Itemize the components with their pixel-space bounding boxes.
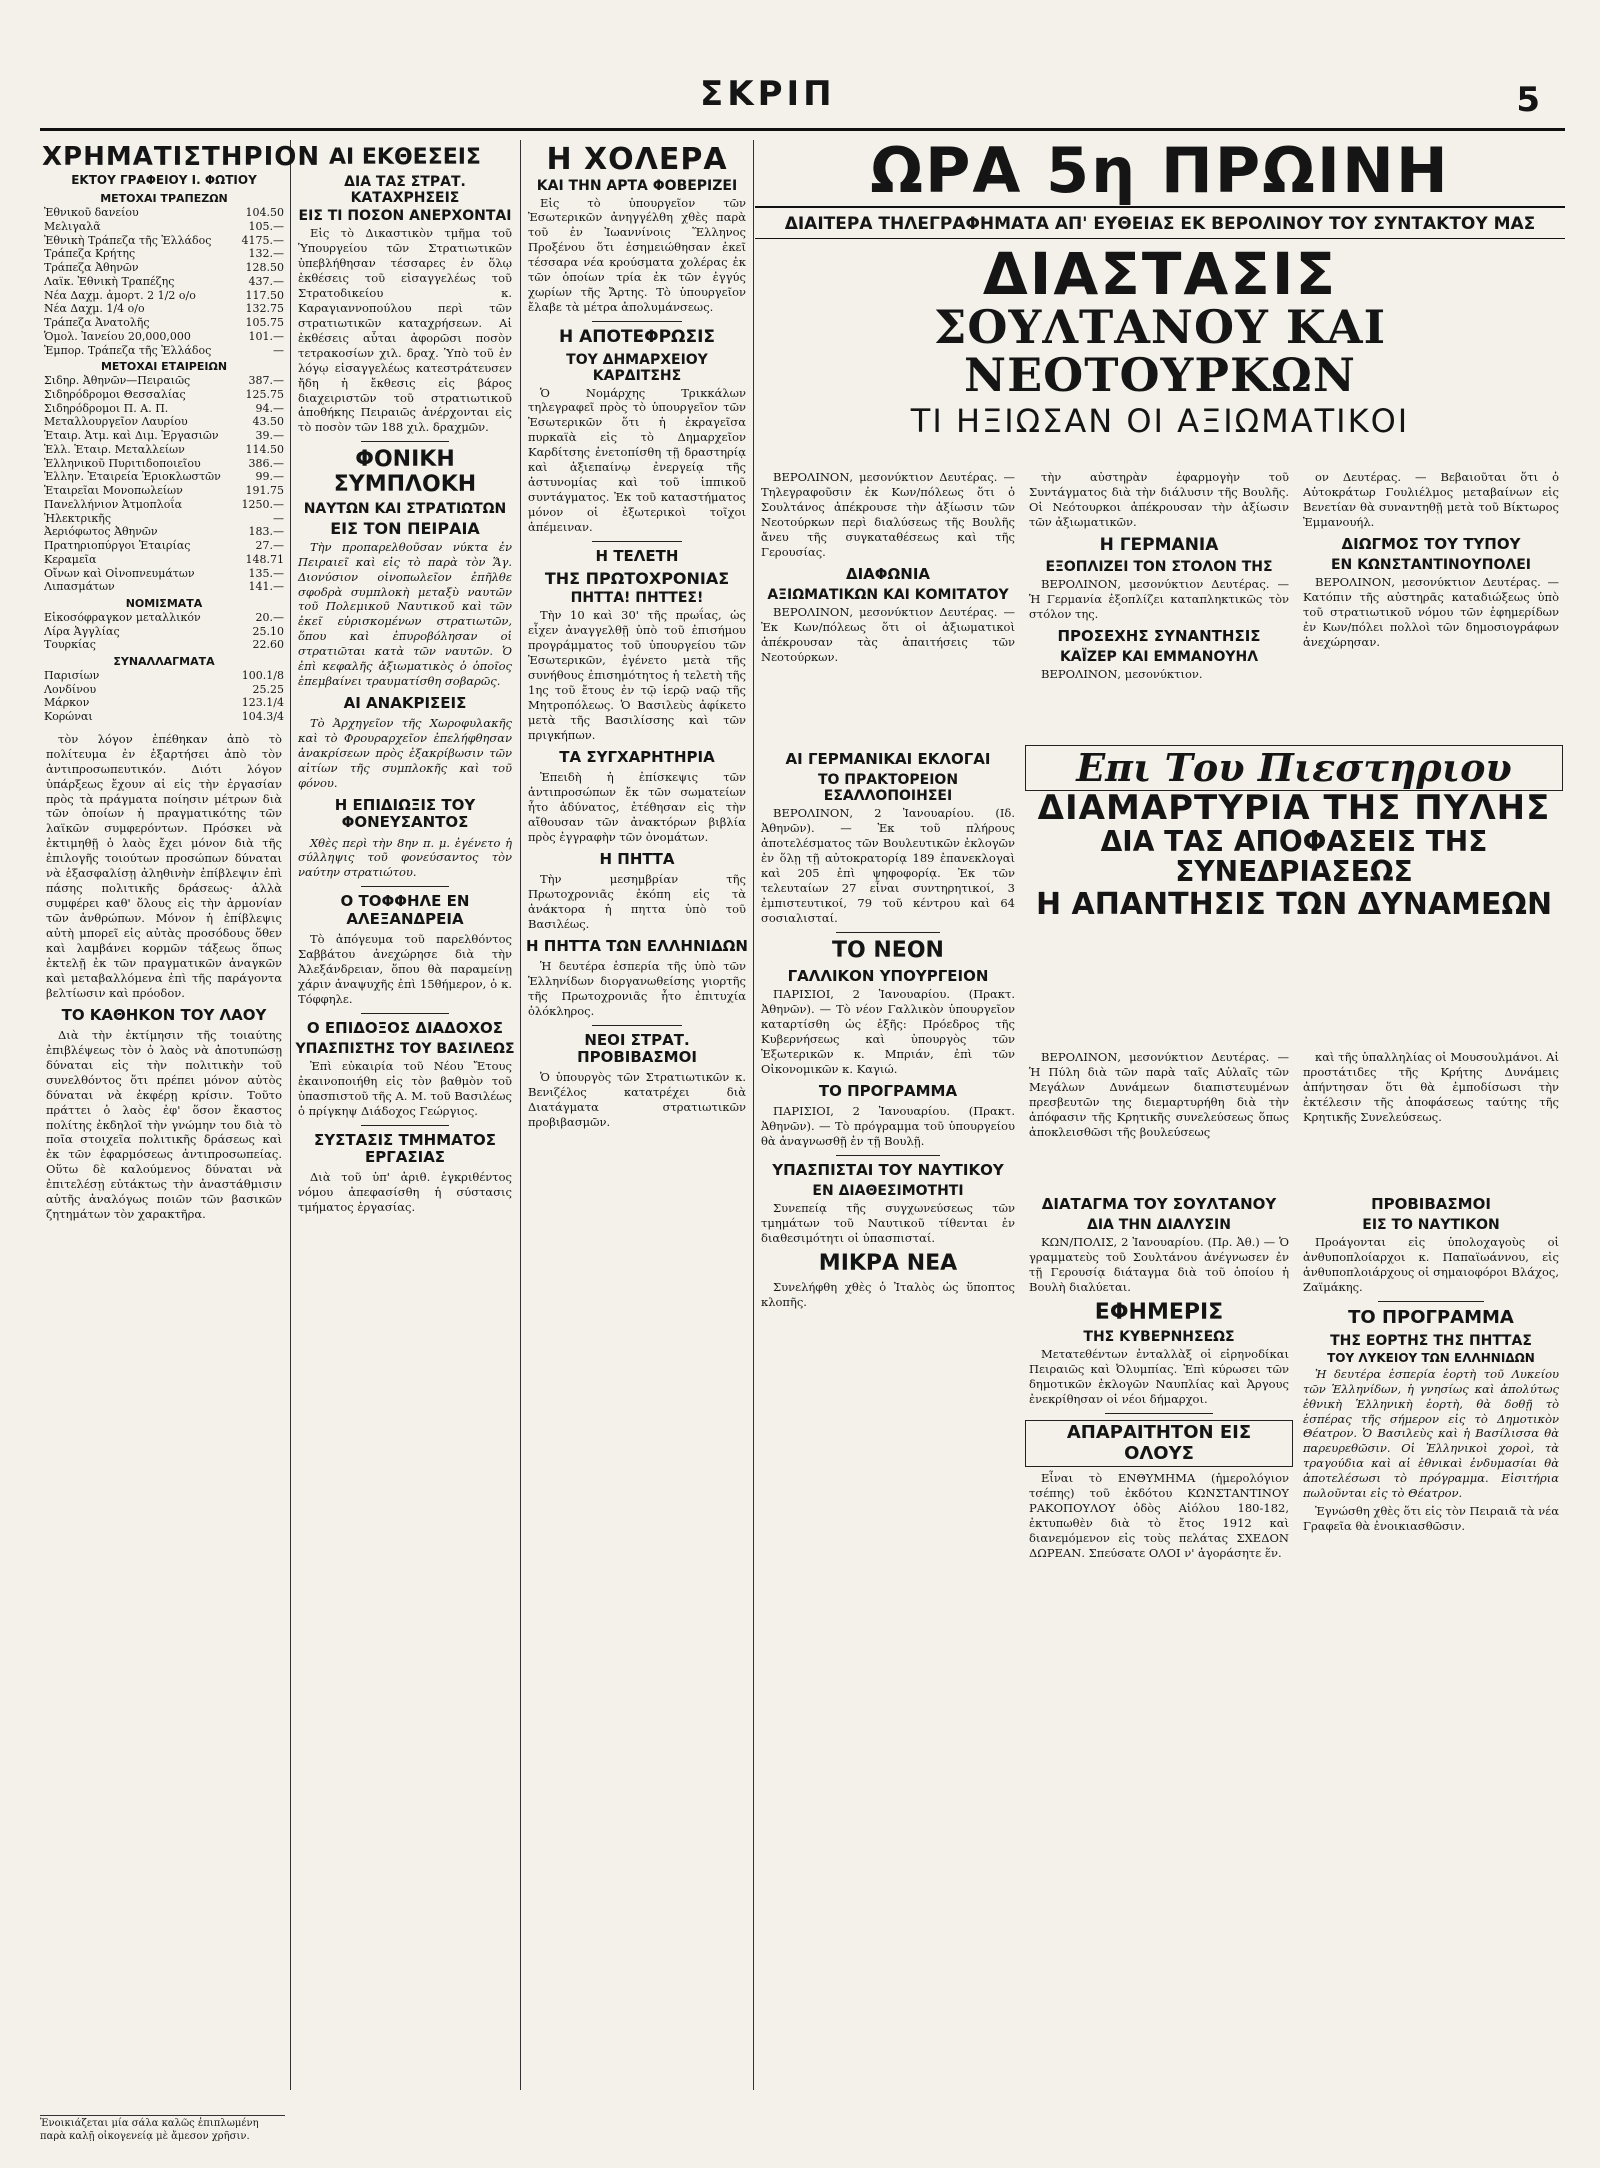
column-four	[757, 745, 1019, 2090]
divider	[1105, 1413, 1212, 1414]
article-sygcharitiria: Ἐπειδὴ ἡ ἐπίσκεψις τῶν ἀντιπροσώπων ἔκ τῶν σωματείων ἦτο ἀδύνατος, ἐτέθησαν εἰς τὴν αἴθουσαν τῶν ἀνακτόρων βιβλία πρὸς ἐγγραφὴν τῶν ὀνομάτων.	[528, 769, 746, 844]
page-number: 5	[1516, 80, 1540, 120]
stock-name: Ἑλληνικοῦ Πυριτιδοποιεῖου	[44, 456, 201, 470]
headline-diafonia-sub: ΑΞΙΩΜΑΤΙΚΩΝ ΚΑΙ ΚΟΜΙΤΑΤΟΥ	[767, 586, 1009, 603]
masthead-rule	[40, 128, 1565, 131]
article-apotefrosis: Ὁ Νομάρχης Τρικκάλων τηλεγραφεῖ πρὸς τὸ ὑπουργεῖον τῶν Ἐσωτερικῶν ὅτι ἡ ἐκραγεῖσα πυρκαϊὰ εἰς τὸ Δημαρχεῖον Καρδίτσης ἐνετοπίσθη τῇ δραστηρίᾳ καὶ ἀξιεπαίνῳ ἐνεργείᾳ τῆς ἀστυνομίας καὶ τοῦ ἱππικοῦ συντάγματος. Ἐκ τοῦ καταστήματος μόνον οἱ ἐξωτερικοὶ τοῖχοι ἀπέμειναν.	[528, 385, 746, 534]
stock-price: 114.50	[245, 442, 284, 456]
stock-table	[42, 189, 286, 724]
article-provivasmoi: Ὁ ὑπουργὸς τῶν Στρατιωτικῶν κ. Βενιζέλος κατατρέχει διὰ Διατάγματα στρατιωτικῶν προβιβασμῶν.	[528, 1070, 746, 1129]
stock-row	[42, 220, 286, 234]
article-body: Διὰ τὴν ἐκτίμησιν τῆς τοιαύτης ἐπιβλέψεως τὸν ὁ λαὸς νὰ ἀποτυπώσῃ δύναται εἰς τὴν πολιτικὴν τοῦ συνελθόντος ὅτι πρέπει μόνον αὐτὸς δύναται νὰ ἐκφέρῃ κρίσιν. Τοῦτο πράττει ὁ λαὸς ἐφ' ὅσον ἔκαστος πολίτης ἐκδηλοῖ τὴν γνώμην του διὰ τὸ ποῖα στοιχεῖα πολιτικῆς δράσεως καὶ ἐκ τῶν ἐφαρμόσεως ἀντιπροσωπείας. Οὕτω δὲ καλούμενος δύναται νὰ ἐπιτελέσῃ εὐτάκτως τὴν ἀναστάθμισιν αὐτῆς ἀναλόγως ποιῶν τῶν βασικῶν ζητημάτων τὸν χαρακτῆρα.	[46, 1027, 282, 1222]
stock-name: Εἰκοσόφραγκον μεταλλικόν	[44, 610, 201, 624]
masthead	[40, 70, 1565, 130]
headline-synantisis: ΠΡΟΣΕΧΗΣ ΣΥΝΑΝΤΗΣΙΣ	[1057, 627, 1261, 646]
stock-name: Τράπεζα Ἀνατολῆς	[44, 316, 150, 330]
article-anakriseis: Τὸ Ἀρχηγεῖον τῆς Χωροφυλακῆς καὶ τὸ Φρουραρχεῖον ἐπελήφθησαν ἀνακρίσεων πρὸς ἐξακρίβωσιν τῶν αἰτίων τῆς συμπλοκῆς καὶ τοῦ φόνου.	[298, 716, 512, 791]
headline-programma-eortis: ΤΟ ΠΡΟΓΡΑΜΜΑ	[1348, 1307, 1514, 1328]
stock-name: Οἴνων καὶ Οἰνοπνευμάτων	[44, 566, 195, 580]
stock-price: 148.71	[245, 552, 284, 566]
banner-subtitle: ΔΙΑΙΤΕΡΑ ΤΗΛΕΓΡΑΦΗΜΑΤΑ ΑΠ' ΕΥΘΕΙΑΣ ΕΚ ΒΕΡΟΛΙΝΟΥ ΤΟΥ ΣΥΝΤΑΚΤΟΥ ΜΑΣ	[755, 214, 1565, 239]
stock-row	[42, 457, 286, 471]
stock-row	[42, 289, 286, 303]
stock-price: 101.—	[248, 329, 284, 343]
newspaper-name: ΣΚΡΙΠ	[700, 74, 836, 114]
stock-section-label: ΜΕΤΟΧΑΙ ΤΡΑΠΕΖΩΝ	[100, 192, 228, 206]
stock-row	[42, 611, 286, 625]
stock-price: 1250.—	[241, 497, 284, 511]
stock-name: Νέα Δαχμ. ἀμορτ. 2 1/2 ο/ο	[44, 288, 196, 302]
stock-name: Ἑλλ. Ἑταιρ. Μεταλλείων	[44, 442, 185, 456]
stock-name: Ἑταιρεῖαι Μονοπωλείων	[44, 484, 183, 498]
stock-price: 39.—	[255, 429, 284, 443]
column-stock-exchange	[42, 140, 321, 2110]
stock-row	[42, 330, 286, 344]
stock-row	[42, 316, 286, 330]
press-article-right	[1299, 1050, 1563, 1180]
stock-price: 25.25	[252, 682, 284, 696]
article-cholera: Εἰς τὸ ὑπουργεῖον τῶν Ἐσωτερικῶν ἀνηγγέλθη χθὲς παρὰ τοῦ ἐν Ἰωαννίνοις Ἕλληνος Προξένου ὅτι ἐσημειώθησαν ἐκεῖ τέσσαρα νέα κρούσματα χολέρας ἐκ τῶν ὁποίων τρία ἐκ τῶν ἐγγύς χωρίων τῆς Ἄρτης. Τὸ ὑπουργεῖον ἔλαβε τὰ μέτρα ἀπολυμάνσεως.	[528, 195, 746, 315]
press-article-left	[1025, 1050, 1293, 1180]
stock-section-label: ΣΥΝΑΛΛΑΓΜΑΤΑ	[113, 655, 215, 669]
article-diamartyria-cont: καὶ τῆς ὑπαλληλίας οἱ Μουσουλμάνοι. Αἱ προστάτιδες τῆς Κρήτης Δυνάμεις ἀπήντησαν ὅτι θὰ ἐμποδίσωσι τὴν ἐκτέλεσιν τῆς ἀποφάσεως ταύτης τῆς Κρητικῆς Συνελεύσεως.	[1303, 1050, 1559, 1124]
press-banner-headline: ΔΙΑΜΑΡΤΥΡΙΑ ΤΗΣ ΠΥΛΗΣ	[1037, 787, 1551, 828]
stock-title: ΧΡΗΜΑΤΙΣΤΗΡΙΟΝ	[42, 142, 321, 172]
stock-name: Νέα Δαχμ. 1/4 ο/ο	[44, 302, 145, 316]
headline-provivasmoi-naftikon-sub: ΕΙΣ ΤΟ ΝΑΥΤΙΚΟΝ	[1362, 1217, 1500, 1234]
stock-section-heading	[42, 189, 286, 206]
stock-name: Μεταλλουργεῖον Λαυρίου	[44, 415, 188, 429]
article-diogmos: ΒΕΡΟΛΙΝΟΝ, μεσονύκτιον Δευτέρας. — Κατόπιν τῆς αὐστηρᾶς καταδιώξεως ὑπὸ τοῦ στρατιωτικοῦ νόμου τῶν ἐφημερίδων ἐν Κων/πόλει πολλοὶ τῶν δημοσιογράφων ἀνεχώρησαν.	[1303, 575, 1559, 649]
headline-epidioxis: Η ΕΠΙΔΙΩΞΙΣ ΤΟΥ ΦΟΝΕΥΣΑΝΤΟΣ	[334, 796, 476, 832]
divider	[592, 1025, 682, 1026]
stock-name: Λίρα Ἀγγλίας	[44, 624, 120, 638]
headline-teleti: Η ΤΕΛΕΤΗ	[595, 546, 679, 565]
headline-diatagma-sub: ΔΙΑ ΤΗΝ ΔΙΑΛΥΣΙΝ	[1087, 1217, 1231, 1234]
stock-row	[42, 710, 286, 724]
stock-price: 4175.—	[241, 233, 284, 247]
divider	[592, 321, 682, 322]
headline-diadochos: Ο ΕΠΙΔΟΞΟΣ ΔΙΑΔΟΧΟΣ	[306, 1018, 504, 1037]
headline-neon-sub: ΓΑΛΛΙΚΟΝ ΥΠΟΥΡΓΕΙΟΝ	[787, 966, 989, 985]
headline-ypaspistai: ΥΠΑΣΠΙΣΤΑΙ ΤΟΥ ΝΑΥΤΙΚΟΥ	[772, 1160, 1004, 1179]
column-two	[294, 140, 516, 2110]
headline-sygcharitiria: ΤΑ ΣΥΓΧΑΡΗΤΗΡΙΑ	[559, 747, 715, 766]
stock-row	[42, 388, 286, 402]
banner-headline-2: ΣΟΥΛΤΑΝΟΥ ΚΑΙ ΝΕΟΤΟΥΡΚΩΝ	[933, 300, 1387, 403]
article-diafonia: ΒΕΡΟΛΙΝΟΝ, μεσονύκτιον Δευτέρας. — Ἐκ Κων/πόλεως ὅτι οἱ ἀξιωματικοὶ ἀπέκρουσαν τὰς ἀπαιτήσεις τῶν Νεοτούρκων.	[761, 604, 1015, 664]
stock-section-label: ΜΕΤΟΧΑΙ ΕΤΑΙΡΕΙΩΝ	[100, 360, 228, 374]
headline-cholera-sub: ΚΑΙ ΤΗΝ ΑΡΤΑ ΦΟΒΕΡΙΖΕΙ	[536, 177, 738, 194]
article-diatagma: ΚΩΝ/ΠΟΛΙΣ, 2 Ἰανουαρίου. (Πρ. Ἀθ.) — Ὁ γραμματεὺς τοῦ Σουλτάνου ἀνέγνωσεν ἐν τῇ Γερουσίᾳ διάταγμα διὰ τοῦ ὁποίου ἡ Βουλὴ διαλύεται.	[1029, 1235, 1289, 1295]
stock-name: Ἐθνικοῦ δανείου	[44, 206, 139, 220]
stock-row	[42, 206, 286, 220]
headline-provivasmoi: ΝΕΟΙ ΣΤΡΑΤ. ΠΡΟΒΙΒΑΣΜΟΙ	[577, 1030, 697, 1066]
stock-row	[42, 567, 286, 581]
stock-row	[42, 402, 286, 416]
stock-price: 94.—	[255, 401, 284, 415]
stock-name: Τράπεζα Κρήτης	[44, 247, 136, 261]
article-neon: ΠΑΡΙΣΙΟΙ, 2 Ἰανουαρίου. (Πρακτ. Ἀθηνῶν). — Τὸ νέον Γαλλικὸν ὑπουργεῖον καταρτίσθη ὡς ἑξῆς: Πρόεδρος τῆς Κυβερνήσεως καὶ ὑπουργὸς τῶν Ἐξωτερικῶν κ. Μπριάν, ἐπὶ τῶν Οἰκονομικῶν κ. Καγιώ.	[761, 986, 1015, 1076]
stock-price: 20.—	[255, 610, 284, 624]
headline-programma-eortis-sub: ΤΗΣ ΕΟΡΤΗΣ ΤΗΣ ΠΗΤΤΑΣ	[1330, 1332, 1532, 1349]
headline-cholera: Η ΧΟΛΕΡΑ	[546, 142, 728, 177]
stock-row	[42, 525, 286, 539]
headline-efimeris: ΕΦΗΜΕΡΙΣ	[1094, 1300, 1224, 1325]
headline-efimeris-sub: ΤΗΣ ΚΥΒΕΡΝΗΣΕΩΣ	[1083, 1329, 1235, 1346]
stock-row	[42, 553, 286, 567]
stock-price: 135.—	[248, 566, 284, 580]
headline-symploki-sub: ΝΑΥΤΩΝ ΚΑΙ ΣΤΡΑΤΙΩΤΩΝ	[303, 500, 507, 517]
headline-diafonia: ΔΙΑΦΩΝΙΑ	[845, 564, 931, 583]
stock-article: τὸν λόγον ἐπέθηκαν ἀπὸ τὸ πολίτευμα ἐν ἐξαρτήσει ἀπὸ τὸν ἀντιπροσωπευτικόν. Διότι λόγον ὑπάρξεως ἔχουν αἱ εἰς τὴν ἐργασίαν πρὸς τὰ πράγματα ποίησιν μέτρων διὰ τῶν ὁποίων ἡ πραγματικότης τῶν λαϊκῶν συμφερόντων. Πρόσκει νὰ ἐκτιμηθῇ ὁ λαὸς ἔχει μόνον διὰ τῆς ἐπιλογῆς τοιούτων προσώπων δύναται νὰ ἐξασφαλίσῃ ἀληθινὴν ἐπίβλεψιν ἐπὶ πάσης πολιτικῆς δράσεως· ἀλλὰ συμφέρει καθ' ὅλους εἰς τὴν ἀρμονίαν τῶν ἀνθρώπων. Μόνον ἡ ἐπίβλεψις αὐτὴ μπορεῖ εἰς αὐτὰς προσόδους ὅθεν καὶ λαμβάνει κορμῶν τάξεως ὅπως ἐκτελῇ ἐκ τῶν πραγματικῶν ἀναγκῶν καὶ μεταβαλλόμενα ἐπὶ τῆς παράγοντα βελτίωσιν καὶ πρόοδον.	[46, 731, 282, 1000]
divider	[836, 1155, 941, 1156]
divider	[361, 441, 450, 442]
stock-price: —	[273, 343, 284, 357]
stock-price: 104.50	[245, 206, 284, 220]
stock-row	[42, 443, 286, 457]
headline-diogmos-sub: ΕΝ ΚΩΝΣΤΑΝΤΙΝΟΥΠΟΛΕΙ	[1330, 557, 1532, 573]
stock-price: 25.10	[252, 624, 284, 638]
stock-row	[42, 484, 286, 498]
article-kaiser: ον Δευτέρας. — Βεβαιοῦται ὅτι ὁ Αὐτοκράτωρ Γουλιέλμος μεταβαίνων εἰς Βενετίαν θὰ συναντηθῇ μετὰ τοῦ Βίκτωρος Ἐμμανουήλ.	[1303, 470, 1559, 529]
stock-name: Μελιγαλᾶ	[44, 219, 101, 233]
column-eight	[1299, 1190, 1563, 2090]
column-six-top	[1299, 470, 1563, 740]
stock-row	[42, 470, 286, 484]
article-ekloges: ΒΕΡΟΛΙΝΟΝ, 2 Ἰανουαρίου. (Ιδ. Ἀθηνῶν). — Ἐκ τοῦ πλήρους ἀποτελέσματος τῶν Βουλευτικῶν ἐκλογῶν ἐν ὅλῃ τῇ αὐτοκρατορίᾳ 189 ἐπανεκλογαὶ καὶ 205 ἐπὶ ψηφοφορίᾳ. Ἐκ τῶν τελευταίων 27 εἶναι συντηρητικοί, 3 ἐμπιστευτικοί, 79 τοῦ κέντρου καὶ 64 σοσιαλισταί.	[761, 806, 1015, 925]
headline-provivasmoi-naftikon: ΠΡΟΒΙΒΑΣΜΟΙ	[1371, 1195, 1491, 1213]
headline-ypaspistai-sub: ΕΝ ΔΙΑΘΕΣΙΜΟΤΗΤΙ	[812, 1182, 964, 1199]
stock-name: Σιδηρ. Ἀθηνῶν—Πειραιῶς	[44, 374, 191, 388]
article-teleti: Τὴν 10 καὶ 30' τῆς πρωΐας, ὡς εἶχεν ἀναγγελθῇ ὑπὸ τοῦ ἐπισήμου προγράμματος τοῦ ὑπουργείου τῶν Ἐσωτερικῶν, ἐγένετο μετὰ τῆς συνήθους ἐπισημότητος ἡ τελετὴ τῆς 1ης τοῦ ἔτους ἐν τῷ ἱερῷ ναῷ τῆς Μητροπόλεως. Ὁ Βασιλεὺς ἀφίκετο μετὰ τῆς Βασιλίσσης καὶ τῶν πριγκήπων.	[528, 608, 746, 742]
stock-price: 43.50	[252, 415, 284, 429]
stock-row	[42, 302, 286, 316]
stock-name: Παρισίων	[44, 668, 100, 682]
article-grafeia: Ἐγνώσθη χθὲς ὅτι εἰς τὸν Πειραιᾶ τὰ νέα Γραφεῖα θὰ ἐνοικιασθῶσιν.	[1303, 1504, 1559, 1534]
article-epidioxis: Χθὲς περὶ τὴν 8ην π. μ. ἐγένετο ἡ σύλληψις τοῦ φονεύσαντος τὸν ναύτην στρατιώτου.	[298, 835, 512, 880]
headline-anakriseis: ΑΙ ΑΝΑΚΡΙΣΕΙΣ	[343, 694, 467, 713]
stock-row	[42, 683, 286, 697]
stock-row	[42, 247, 286, 261]
headline-pitta-ellinidon: Η ΠΗΤΤΑ ΤΩΝ ΕΛΛΗΝΙΔΩΝ	[525, 936, 748, 955]
headline-diadochos-sub: ΥΠΑΣΠΙΣΤΗΣ ΤΟΥ ΒΑΣΙΛΕΩΣ	[295, 1040, 515, 1057]
stock-name: Κορώναι	[44, 710, 93, 724]
article-diamartyria: ΒΕΡΟΛΙΝΟΝ, μεσονύκτιον Δευτέρας. — Ἡ Πύλη διὰ τῶν παρὰ ταῖς Αὐλαῖς τῶν Μεγάλων Δυνάμεων διαπιστευμένων πρεσβευτῶν της διεμαρτυρήθη διὰ τὴν ἀπόφασιν τῆς Κρητικῆς συνελεύσεως ὅπως ἀποκλεισθῶσι τῆς βουλεύσεως	[1029, 1050, 1289, 1139]
headline-ekloges: ΑΙ ΓΕΡΜΑΝΙΚΑΙ ΕΚΛΟΓΑΙ	[785, 750, 991, 768]
stock-name: Ἐθνικὴ Τράπεζα τῆς Ἑλλάδος	[44, 233, 212, 247]
stock-section-heading	[42, 652, 286, 669]
stock-price: 105.75	[245, 316, 284, 330]
divider	[1378, 1301, 1484, 1302]
headline-ekthesis-sub: ΔΙΑ ΤΑΣ ΣΤΡΑΤ. ΚΑΤΑΧΡΗΣΕΙΣ	[344, 174, 466, 207]
headline-germania-sub: ΕΞΟΠΛΙΖΕΙ ΤΟΝ ΣΤΟΛΟΝ ΤΗΣ	[1045, 559, 1273, 576]
article-ekthesis: Εἰς τὸ Δικαστικὸν τμῆμα τοῦ Ὑπουργείου τῶν Στρατιωτικῶν ὑπεβλήθησαν τέσσαρες ἐν ὅλῳ ἐκθέσεις τοῦ εἰσαγγελέως τοῦ Στρατοδικείου κ. Καραγιαννοπούλου περὶ τῶν στρατιωτικῶν καταχρήσεων. Αἱ ἐκθέσεις αὗται ἀφορῶσι ποσὸν τετρακοσίων χιλ. δραχ. Ὑπὸ τοῦ ἐν λόγῳ εἰσαγγελέως κατεστράτευσεν ἤδη ἡ ἔκθεσις εἰς βάρος διαχειριστῶν τοῦ στρατιωτικοῦ ἀποθήκης Πειραιῶς ἀνέρχονται εἰς τὸ ποσὸν τῶν 188 χιλ. δραχμῶν.	[298, 226, 512, 435]
article-germania: ΒΕΡΟΛΙΝΟΝ, μεσονύκτιον Δευτέρας. — Ἡ Γερμανία ἐξοπλίζει καταπληκτικῶς τὸν στόλον της.	[1029, 577, 1289, 622]
stock-name: Λονδίνου	[44, 682, 97, 696]
press-banner-title: Επι Του Πιεστηριου	[1025, 745, 1563, 791]
article-syntagma: τὴν αὐστηρὰν ἐφαρμογὴν τοῦ Συντάγματος διὰ τὴν διάλυσιν τῆς Βουλῆς. Οἱ Νεότουρκοι ἀπέκρουσαν τὴν ἀξίωσιν τῶν ἀξιωματικῶν.	[1029, 470, 1289, 529]
stock-name: Κεραμεῖα	[44, 552, 97, 566]
stock-row	[42, 580, 286, 594]
stock-row	[42, 344, 286, 358]
press-banner-headline-3: Η ΑΠΑΝΤΗΣΙΣ ΤΩΝ ΔΥΝΑΜΕΩΝ	[1035, 887, 1553, 923]
stock-price: 387.—	[248, 374, 284, 388]
stock-price: 183.—	[248, 525, 284, 539]
stock-name: Ὁμολ. Ἰανείου 20,000,000	[44, 329, 191, 343]
headline-programma-eortis-sub2: ΤΟΥ ΛΥΚΕΙΟΥ ΤΩΝ ΕΛΛΗΝΙΔΩΝ	[1327, 1350, 1535, 1365]
stock-name: Λιπασμάτων	[44, 580, 115, 594]
headline-mikra-nea: ΜΙΚΡΑ ΝΕΑ	[818, 1250, 958, 1276]
headline-systasis: ΣΥΣΤΑΣΙΣ ΤΜΗΜΑΤΟΣ ΕΡΓΑΣΙΑΣ	[314, 1130, 496, 1166]
article-programma-eortis: Ἡ δευτέρα ἑσπερία ἑορτὴ τοῦ Λυκείου τῶν Ἑλληνίδων, ἡ γνησίως καὶ ἀπολύτως ἐθνικὴ Ἑλληνικὴ ἑορτὴ, θὰ δοθῇ τὸ ἑσπέρας τῆς σήμερον εἰς τὸ Δημοτικὸν Θέατρον. Ὁ Βασιλεὺς καὶ ἡ Βασίλισσα θὰ παρευρεθῶσιν. Οἱ Ἑλληνικοὶ χοροὶ, τὰ τραγούδια καὶ αἱ ἐθνικαὶ ἐνδυμασίαι θὰ ἀποτελέσωσι τὸ πρόγραμμα. Εἰσιτήρια πωλοῦνται εἰς τὸ Θέατρον.	[1303, 1366, 1559, 1501]
press-banner	[1025, 745, 1563, 1045]
stock-name: Ἀεριόφωτος Ἀθηνῶν	[44, 525, 158, 539]
stock-row	[42, 625, 286, 639]
headline-germania: Η ΓΕΡΜΑΝΙΑ	[1099, 534, 1219, 555]
stock-row	[42, 261, 286, 275]
article-pitta-ellinidon: Ἡ δευτέρα ἑσπερία τῆς ὑπὸ τῶν Ἑλληνίδων διοργανωθείσης γιορτῆς τῆς Πρωτοχρονιᾶς ἦτο ἐπιτυχία ὁλόκληρος.	[528, 958, 746, 1018]
stock-name: Μάρκον	[44, 696, 90, 710]
stock-row	[42, 234, 286, 248]
stock-row	[42, 669, 286, 683]
headline-diogmos: ΔΙΩΓΜΟΣ ΤΟΥ ΤΥΠΟΥ	[1341, 534, 1521, 553]
divider	[361, 1125, 450, 1126]
stock-price: 105.—	[248, 219, 284, 233]
headline-programma: ΤΟ ΠΡΟΓΡΑΜΜΑ	[818, 1081, 958, 1100]
column-three	[524, 140, 750, 2110]
stock-name: Λαϊκ. Ἐθνικὴ Τραπέζης	[44, 274, 175, 288]
article-ypaspistai: Συνεπείᾳ τῆς συγχωνεύσεως τῶν τμημάτων τοῦ Ναυτικοῦ τίθενται ἐν διαθεσιμότητι οἱ ὑπασπισταί.	[761, 1200, 1015, 1245]
article-heading: ΤΟ ΚΑΘΗΚΟΝ ΤΟΥ ΛΑΟΥ	[61, 1005, 267, 1024]
headline-apotefrosis: Η ΑΠΟΤΕΦΡΩΣΙΣ	[558, 327, 716, 347]
article-diastasis: ΒΕΡΟΛΙΝΟΝ, μεσονύκτιον Δευτέρας. — Τηλεγραφοῦσιν ἐκ Κων/πόλεως ὅτι ὁ Σουλτάνος ἀπέκρουσε τὴν ἀξίωσιν τῶν Νεοτούρκων περὶ διαλύσεως τῆς Βουλῆς ἄνευ τῆς συγκαταθέσεως καὶ τῆς Γερουσίας.	[761, 470, 1015, 559]
stock-name: Σιδηρόδρομοι Θεσσαλίας	[44, 387, 186, 401]
article-programma: ΠΑΡΙΣΙΟΙ, 2 Ἰανουαρίου. (Πρακτ. Ἀθηνῶν). — Τὸ πρόγραμμα τοῦ ὑπουργείου θὰ ἀναγνωσθῇ ἐν τῇ Βουλῇ.	[761, 1103, 1015, 1148]
stock-row	[42, 498, 286, 512]
stock-name: Ἑταιρ. Ἀτμ. καὶ Διμ. Ἐργασιῶν	[44, 429, 219, 443]
stock-row	[42, 275, 286, 289]
headline-neon: ΤΟ ΝΕΟΝ	[832, 937, 944, 963]
article-pitta: Τὴν μεσημβρίαν τῆς Πρωτοχρονιᾶς ἐκόπη εἰς τὰ ἀνάκτορα ἡ πηττα ὑπὸ τοῦ Βασιλέως.	[528, 871, 746, 931]
stock-price: —	[273, 511, 284, 525]
stock-row	[42, 512, 286, 526]
stock-price: 191.75	[245, 484, 284, 498]
column-five-top	[1025, 470, 1293, 740]
stock-price: 141.—	[248, 580, 284, 594]
headline-toffile: Ο ΤΟΦΦΗΛΕ ΕΝ ΑΛΕΞΑΝΔΡΕΙΑ	[340, 892, 470, 928]
divider	[361, 1013, 450, 1014]
stock-section-label: ΝΟΜΙΣΜΑΤΑ	[125, 597, 203, 611]
banner-headline-3: ΤΙ ΗΞΙΩΣΑΝ ΟΙ ΑΞΙΩΜΑΤΙΚΟΙ	[910, 401, 1410, 440]
stock-price: 27.—	[255, 539, 284, 553]
column-seven	[1025, 1190, 1293, 2090]
stock-name: Ἑλλην. Ἑταιρεία Ἐριοκλωστῶν	[44, 470, 221, 484]
stock-section-heading	[42, 357, 286, 374]
press-banner-headline-2: ΔΙΑ ΤΑΣ ΑΠΟΦΑΣΕΙΣ ΤΗΣ ΣΥΝΕΔΡΙΑΣΕΩΣ	[1100, 824, 1488, 889]
banner-hour: ΩΡΑ 5η ΠΡΩΙΝΗ	[755, 140, 1565, 208]
article-aparaititon: Εἶναι τὸ ΕΝΘΥΜΗΜΑ (ἡμερολόγιον τσέπης) τοῦ ἐκδότου ΚΩΝΣΤΑΝΤΙΝΟΥ ΡΑΚΟΠΟΥΛΟΥ ὁδὸς Αἰόλου 180-182, ἐκτυπωθὲν διὰ τὸ ἔτος 1912 καὶ διανεμόμενον εἰς τοὺς πελάτας ΣΧΕΔΟΝ ΔΩΡΕΑΝ. Σπεύσατε ΟΛΟΙ ν' ἀγοράσητε ἕν.	[1029, 1471, 1289, 1560]
divider	[592, 541, 682, 542]
article-systasis: Διὰ τοῦ ὑπ' ἀριθ. ἐγκριθέντος νόμου ἀπεφασίσθη ἡ σύστασις τμήματος ἐργασίας.	[298, 1170, 512, 1214]
article-diadochos: Ἐπὶ εὐκαιρία τοῦ Νέου Ἔτους ἐκαινοποιήθη εἰς τὸν βαθμὸν τοῦ ὑπασπιστοῦ τῆς Α. Μ. τοῦ Βασιλέως ὁ πρίγκηψ Διάδοχος Γεώργιος.	[298, 1058, 512, 1118]
divider	[361, 886, 450, 887]
stock-name: Πανελλήνιον Ἀτμοπλοΐα	[44, 497, 183, 511]
stock-price: 100.1/8	[241, 668, 284, 682]
stock-price: 117.50	[245, 288, 284, 302]
stock-row	[42, 638, 286, 652]
classified-note: Ἐνοικιάζεται μία σάλα καλῶς ἐπιπλωμένη παρὰ καλῇ οἰκογενείᾳ μὲ ἄμεσον χρῆσιν.	[40, 2115, 285, 2143]
stock-price: 132.—	[248, 247, 284, 261]
stock-row	[42, 374, 286, 388]
stock-price: 132.75	[245, 302, 284, 316]
article-toffile: Τὸ ἀπόγευμα τοῦ παρελθόντος Σαββάτου ἀνεχώρησε διὰ τὴν Ἀλεξάνδρειαν, ὅπου θὰ παραμείνῃ χάριν ἀναψυχῆς ἐπὶ 15θήμερον, ὁ κ. Τόφφηλε.	[298, 931, 512, 1006]
stock-name: Σιδηρόδρομοι Π. Α. Π.	[44, 401, 169, 415]
stock-price: 386.—	[248, 456, 284, 470]
headline-ekloges-sub: ΤΟ ΠΡΑΚΤΟΡΕΙΟΝ ΕΣΑΛΛΟΠΟΙΗΣΕΙ	[817, 772, 959, 805]
stock-name: Πρατηριοπύργοι Ἑταιρίας	[44, 539, 191, 553]
stock-price: 104.3/4	[241, 710, 284, 724]
stock-name: Τράπεζα Ἀθηνῶν	[44, 261, 139, 275]
stock-name: Ἐμπορ. Τράπεζα τῆς Ἑλλάδος	[44, 343, 212, 357]
headline-synantisis-sub: ΚΑΪΖΕΡ ΚΑΙ ΕΜΜΑΝΟΥΗΛ	[1059, 649, 1259, 666]
banner-headline: ΔΙΑΣΤΑΣΙΣ	[982, 240, 1338, 308]
headline-teleti-sub: ΤΗΣ ΠΡΩΤΟΧΡΟΝΙΑΣ	[544, 569, 730, 589]
column-rule	[520, 140, 521, 2090]
stock-name: Ἠλεκτρικῆς	[44, 511, 112, 525]
headline-apotefrosis-sub: ΤΟΥ ΔΗΜΑΡΧΕΙΟΥ ΚΑΡΔΙΤΣΗΣ	[566, 351, 708, 384]
headline-ekthesis: ΑΙ ΕΚΘΕΣΕΙΣ	[329, 145, 481, 170]
headline-teleti-sub2: ΠΗΤΤΑ! ΠΗΤΤΕΣ!	[570, 590, 704, 607]
breaking-banner	[755, 134, 1565, 440]
stock-price: 125.75	[245, 387, 284, 401]
stock-price: 22.60	[252, 638, 284, 652]
article-mikra-nea: Συνελήφθη χθὲς ὁ Ἰταλὸς ὡς ὕποπτος κλοπῆς.	[761, 1279, 1015, 1309]
stock-price: 123.1/4	[241, 696, 284, 710]
stock-price: 99.—	[255, 470, 284, 484]
stock-price: 437.—	[248, 274, 284, 288]
article-symploki: Τὴν προπαρελθοῦσαν νύκτα ἐν Πειραιεῖ καὶ εἰς τὸ παρὰ τὸν Ἅγ. Διονύσιον οἰνοπωλεῖον ἐπῆλθε σφοδρὰ συμπλοκὴ μεταξὺ ναυτῶν τοῦ Πολεμικοῦ Ναυτικοῦ καὶ τῶν ἐκεῖ εὑρισκομένων στρατιωτῶν, ὅπου καὶ ἐπυροβόλησαν οἱ στρατιῶται κατὰ τῶν ναυτῶν. Ὁ ἐπὶ κεφαλῆς ἀξιωματικὸς ὁ ὁποῖος ἐπεμβαίνει τραυματίσθη σοβαρῶς.	[298, 539, 512, 689]
stock-section-heading	[42, 594, 286, 611]
stock-row	[42, 429, 286, 443]
article-provivasmoi-naftikon: Προάγονται εἰς ὑπολοχαγοὺς οἱ ἀνθυποπλοίαρχοι κ. Παπαϊωάννου, εἰς ἀνθυποπλοιάρχους οἱ σημαιοφόροι Βλάχος, Ζαϊμάκης.	[1303, 1235, 1559, 1295]
article-efimeris: Μετατεθέντων ἐνταλλὰξ οἱ εἰρηνοδίκαι Πειραιῶς καὶ Ὀλυμπίας. Ἐπὶ κύρωσει τῶν δημοτικῶν ἐκλογῶν Ναυπλίας καὶ Ἀργους ἐνεκρίθησαν οἱ νέοι δήμαρχοι.	[1029, 1347, 1289, 1406]
stock-name: Τουρκίας	[44, 638, 96, 652]
headline-pitta: Η ΠΗΤΤΑ	[599, 849, 675, 868]
headline-symploki-sub2: ΕΙΣ ΤΟΝ ΠΕΙΡΑΙΑ	[330, 518, 480, 538]
stock-row	[42, 696, 286, 710]
stock-row	[42, 415, 286, 429]
stock-price: 128.50	[245, 261, 284, 275]
headline-ekthesis-sub2: ΕΙΣ ΤΙ ΠΟΣΟΝ ΑΝΕΡΧΟΝΤΑΙ	[298, 208, 512, 225]
column-four-top	[757, 470, 1019, 740]
stock-row	[42, 539, 286, 553]
column-rule	[290, 140, 291, 2090]
headline-aparaititon: ΑΠΑΡΑΙΤΗΤΟΝ ΕΙΣ ΟΛΟΥΣ	[1025, 1420, 1293, 1467]
article-synantisis: ΒΕΡΟΛΙΝΟΝ, μεσονύκτιον.	[1041, 667, 1203, 682]
headline-symploki: ΦΟΝΙΚΗ ΣΥΜΠΛΟΚΗ	[333, 447, 477, 497]
column-rule	[753, 140, 754, 2090]
divider	[836, 932, 941, 933]
stock-subtitle: ΕΚΤΟΥ ΓΡΑΦΕΙΟΥ Ι. ΦΩΤΙΟΥ	[71, 173, 257, 188]
headline-diatagma: ΔΙΑΤΑΓΜΑ ΤΟΥ ΣΟΥΛΤΑΝΟΥ	[1041, 1195, 1277, 1213]
